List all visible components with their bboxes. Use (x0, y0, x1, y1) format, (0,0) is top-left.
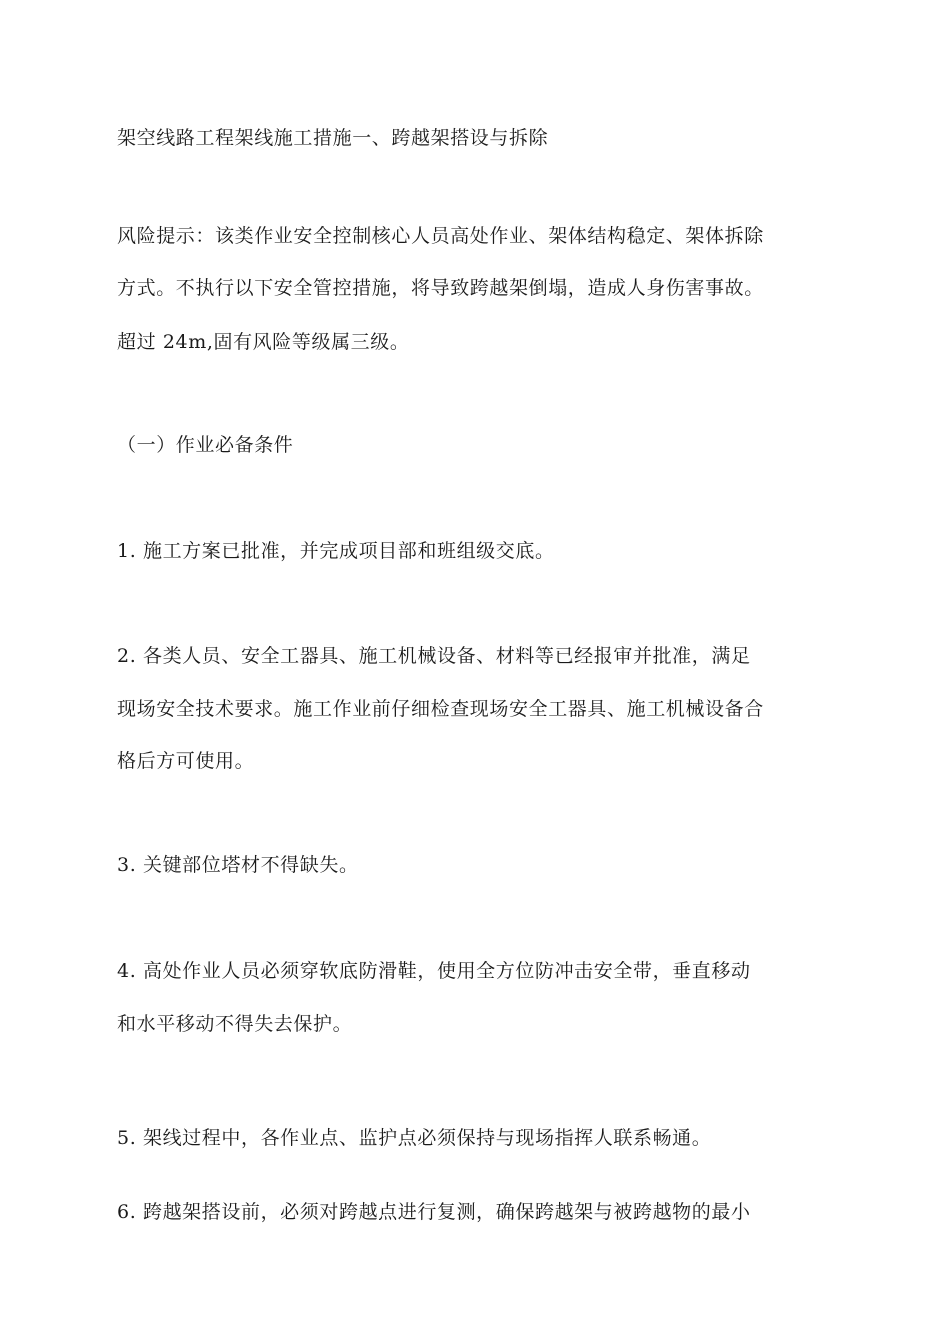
risk-notice-line: 风险提示：该类作业安全控制核心人员高处作业、架体结构稳定、架体拆除 (117, 225, 764, 247)
list-item-2-continued: 现场安全技术要求。施工作业前仔细检查现场安全工器具、施工机械设备合 (117, 698, 764, 720)
list-item-2-continued: 格后方可使用。 (117, 750, 255, 772)
list-item-2: 2. 各类人员、安全工器具、施工机械设备、材料等已经报审并批准，满足 (117, 645, 751, 667)
risk-notice-line: 方式。不执行以下安全管控措施，将导致跨越架倒塌，造成人身伤害事故。 (117, 277, 764, 299)
section-heading: （一）作业必备条件 (117, 434, 294, 456)
risk-notice-line: 超过 24m,固有风险等级属三级。 (117, 331, 410, 353)
list-item-1: 1. 施工方案已批准，并完成项目部和班组级交底。 (117, 540, 555, 562)
list-item-4: 4. 高处作业人员必须穿软底防滑鞋，使用全方位防冲击安全带，垂直移动 (117, 960, 751, 982)
list-item-3: 3. 关键部位塔材不得缺失。 (117, 854, 359, 876)
list-item-4-continued: 和水平移动不得失去保护。 (117, 1013, 353, 1035)
list-item-5: 5. 架线过程中，各作业点、监护点必须保持与现场指挥人联系畅通。 (117, 1127, 712, 1149)
document-title: 架空线路工程架线施工措施一、跨越架搭设与拆除 (117, 127, 549, 149)
list-item-6: 6. 跨越架搭设前，必须对跨越点进行复测，确保跨越架与被跨越物的最小 (117, 1201, 751, 1223)
